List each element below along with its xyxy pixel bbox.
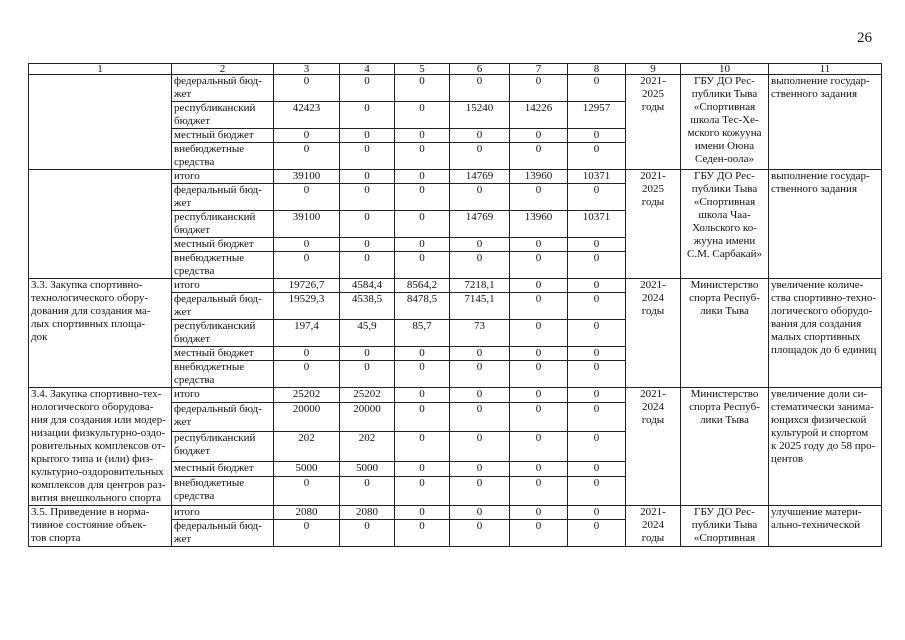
amount-cell: 0 [395, 102, 450, 129]
amount-cell: 0 [568, 184, 626, 211]
measure-name-cell [29, 170, 172, 279]
amount-cell: 0 [450, 388, 510, 403]
amount-cell: 73 [450, 320, 510, 347]
funding-source-cell: местный бюджет [172, 238, 274, 252]
amount-cell: 0 [450, 75, 510, 102]
amount-cell: 0 [274, 184, 340, 211]
table-body [29, 64, 882, 547]
period-cell: 2021- 2025 годы [626, 75, 681, 170]
amount-cell: 5000 [340, 461, 395, 476]
table-row [29, 170, 882, 184]
amount-cell: 0 [510, 461, 568, 476]
amount-cell: 0 [395, 506, 450, 520]
table-row [29, 75, 882, 102]
amount-cell: 0 [568, 388, 626, 403]
amount-cell: 0 [274, 129, 340, 143]
measure-name-cell: 3.4. Закупка спортивно-тех- нологического оборудова- ния для создания или модер- низации физкультурно-оздо- ровительных комплексов от- крытого типа и (или) физ- культурно-оздоровительных комплексов для центров раз- вития внешкольного спорта [29, 388, 172, 506]
table-row [29, 388, 882, 403]
amount-cell: 39100 [274, 170, 340, 184]
amount-cell: 0 [568, 279, 626, 293]
funding-source-cell: местный бюджет [172, 461, 274, 476]
amount-cell: 0 [340, 170, 395, 184]
funding-source-cell: внебюджетные средства [172, 252, 274, 279]
amount-cell: 202 [274, 432, 340, 461]
funding-source-cell: внебюджетные средства [172, 476, 274, 505]
amount-cell: 0 [340, 75, 395, 102]
expected-result-cell: улучшение матери- ально-технической [769, 506, 882, 547]
amount-cell: 0 [568, 361, 626, 388]
amount-cell: 0 [340, 238, 395, 252]
amount-cell: 0 [450, 403, 510, 432]
amount-cell: 0 [510, 506, 568, 520]
funding-source-cell: итого [172, 170, 274, 184]
column-number-row [29, 64, 882, 75]
amount-cell: 14769 [450, 170, 510, 184]
amount-cell: 10371 [568, 211, 626, 238]
amount-cell: 0 [395, 461, 450, 476]
amount-cell: 0 [568, 432, 626, 461]
amount-cell: 0 [450, 461, 510, 476]
amount-cell: 0 [510, 143, 568, 170]
column-number-cell: 6 [450, 64, 510, 75]
amount-cell: 8564,2 [395, 279, 450, 293]
amount-cell: 0 [274, 143, 340, 170]
amount-cell: 0 [568, 506, 626, 520]
funding-source-cell: внебюджетные средства [172, 361, 274, 388]
funding-source-cell: итого [172, 279, 274, 293]
funding-source-cell: местный бюджет [172, 347, 274, 361]
amount-cell: 0 [395, 476, 450, 505]
amount-cell: 8478,5 [395, 293, 450, 320]
amount-cell: 0 [510, 403, 568, 432]
amount-cell: 0 [568, 320, 626, 347]
amount-cell: 0 [568, 461, 626, 476]
column-number-cell: 10 [681, 64, 769, 75]
amount-cell: 0 [450, 238, 510, 252]
column-number-cell: 4 [340, 64, 395, 75]
funding-source-cell: внебюджетные средства [172, 143, 274, 170]
measure-name-cell: 3.3. Закупка спортивно- технологического обору- дования для создания ма- лых спортивных площа- док [29, 279, 172, 388]
budget-table [28, 63, 882, 547]
amount-cell: 12957 [568, 102, 626, 129]
amount-cell: 0 [510, 252, 568, 279]
amount-cell: 0 [274, 361, 340, 388]
amount-cell: 5000 [274, 461, 340, 476]
amount-cell: 0 [395, 129, 450, 143]
period-cell: 2021- 2024 годы [626, 506, 681, 547]
amount-cell: 0 [340, 361, 395, 388]
amount-cell: 0 [340, 476, 395, 505]
executor-cell: Министерство спорта Респуб- лики Тыва [681, 279, 769, 388]
funding-source-cell: федеральный бюд- жет [172, 520, 274, 547]
amount-cell: 0 [274, 476, 340, 505]
amount-cell: 20000 [340, 403, 395, 432]
column-number-cell: 5 [395, 64, 450, 75]
amount-cell: 0 [395, 520, 450, 547]
amount-cell: 0 [450, 432, 510, 461]
column-number-cell: 9 [626, 64, 681, 75]
amount-cell: 0 [510, 184, 568, 211]
amount-cell: 0 [274, 252, 340, 279]
funding-source-cell: республиканский бюджет [172, 320, 274, 347]
executor-cell: ГБУ ДО Рес- публики Тыва «Спортивная школа Чаа- Хольского ко- жууна имени С.М. Сарбакай» [681, 170, 769, 279]
executor-cell: ГБУ ДО Рес- публики Тыва «Спортивная школа Тес-Хе- мского кожууна имени Оюна Седен-оола» [681, 75, 769, 170]
amount-cell: 20000 [274, 403, 340, 432]
expected-result-cell: выполнение государ- ственного задания [769, 75, 882, 170]
funding-source-cell: итого [172, 506, 274, 520]
amount-cell: 0 [340, 252, 395, 279]
amount-cell: 0 [510, 320, 568, 347]
amount-cell: 202 [340, 432, 395, 461]
amount-cell: 7218,1 [450, 279, 510, 293]
amount-cell: 0 [450, 184, 510, 211]
amount-cell: 0 [510, 361, 568, 388]
amount-cell: 0 [395, 347, 450, 361]
amount-cell: 0 [274, 238, 340, 252]
amount-cell: 10371 [568, 170, 626, 184]
amount-cell: 42423 [274, 102, 340, 129]
funding-source-cell: федеральный бюд- жет [172, 75, 274, 102]
amount-cell: 13960 [510, 170, 568, 184]
amount-cell: 15240 [450, 102, 510, 129]
amount-cell: 0 [395, 403, 450, 432]
amount-cell: 0 [395, 170, 450, 184]
amount-cell: 0 [568, 252, 626, 279]
amount-cell: 2080 [274, 506, 340, 520]
table-row [29, 279, 882, 293]
amount-cell: 7145,1 [450, 293, 510, 320]
amount-cell: 0 [510, 293, 568, 320]
page-number: 26 [857, 30, 872, 46]
amount-cell: 0 [395, 143, 450, 170]
amount-cell: 85,7 [395, 320, 450, 347]
amount-cell: 0 [568, 238, 626, 252]
amount-cell: 19529,3 [274, 293, 340, 320]
amount-cell: 39100 [274, 211, 340, 238]
amount-cell: 0 [568, 293, 626, 320]
amount-cell: 0 [395, 238, 450, 252]
amount-cell: 25202 [274, 388, 340, 403]
amount-cell: 0 [568, 476, 626, 505]
amount-cell: 0 [450, 506, 510, 520]
amount-cell: 197,4 [274, 320, 340, 347]
amount-cell: 0 [450, 252, 510, 279]
amount-cell: 0 [340, 347, 395, 361]
amount-cell: 0 [568, 75, 626, 102]
amount-cell: 0 [450, 129, 510, 143]
amount-cell: 0 [395, 75, 450, 102]
column-number-cell: 8 [568, 64, 626, 75]
amount-cell: 0 [510, 279, 568, 293]
amount-cell: 0 [510, 520, 568, 547]
amount-cell: 0 [395, 211, 450, 238]
amount-cell: 14226 [510, 102, 568, 129]
expected-result-cell: увеличение количе- ства спортивно-техно- логического оборудо- вания для создания малых спортивных площадок до 6 единиц [769, 279, 882, 388]
amount-cell: 0 [340, 143, 395, 170]
period-cell: 2021- 2024 годы [626, 279, 681, 388]
funding-source-cell: республиканский бюджет [172, 211, 274, 238]
amount-cell: 4538,5 [340, 293, 395, 320]
column-number-cell: 3 [274, 64, 340, 75]
amount-cell: 0 [340, 102, 395, 129]
amount-cell: 0 [568, 143, 626, 170]
funding-source-cell: федеральный бюд- жет [172, 293, 274, 320]
amount-cell: 14769 [450, 211, 510, 238]
amount-cell: 0 [510, 129, 568, 143]
amount-cell: 19726,7 [274, 279, 340, 293]
column-number-cell: 1 [29, 64, 172, 75]
amount-cell: 0 [450, 520, 510, 547]
funding-source-cell: федеральный бюд- жет [172, 184, 274, 211]
column-number-cell: 11 [769, 64, 882, 75]
amount-cell: 0 [450, 347, 510, 361]
measure-name-cell [29, 75, 172, 170]
amount-cell: 0 [395, 432, 450, 461]
amount-cell: 45,9 [340, 320, 395, 347]
executor-cell: ГБУ ДО Рес- публики Тыва «Спортивная [681, 506, 769, 547]
measure-name-cell: 3.5. Приведение в норма- тивное состояние объек- тов спорта [29, 506, 172, 547]
amount-cell: 0 [340, 211, 395, 238]
amount-cell: 0 [340, 520, 395, 547]
amount-cell: 0 [510, 238, 568, 252]
period-cell: 2021- 2024 годы [626, 388, 681, 506]
amount-cell: 0 [395, 388, 450, 403]
amount-cell: 0 [568, 347, 626, 361]
amount-cell: 0 [510, 347, 568, 361]
executor-cell: Министерство спорта Респуб- лики Тыва [681, 388, 769, 506]
amount-cell: 25202 [340, 388, 395, 403]
funding-source-cell: итого [172, 388, 274, 403]
amount-cell: 0 [568, 403, 626, 432]
amount-cell: 0 [510, 476, 568, 505]
funding-source-cell: республиканский бюджет [172, 432, 274, 461]
period-cell: 2021- 2025 годы [626, 170, 681, 279]
expected-result-cell: выполнение государ- ственного задания [769, 170, 882, 279]
amount-cell: 0 [568, 520, 626, 547]
amount-cell: 0 [395, 361, 450, 388]
amount-cell: 0 [450, 143, 510, 170]
amount-cell: 0 [450, 476, 510, 505]
column-number-cell: 7 [510, 64, 568, 75]
amount-cell: 0 [568, 129, 626, 143]
amount-cell: 0 [395, 184, 450, 211]
funding-source-cell: местный бюджет [172, 129, 274, 143]
amount-cell: 0 [274, 75, 340, 102]
amount-cell: 0 [395, 252, 450, 279]
expected-result-cell: увеличение доли си- стематически занима- ющихся физической культурой и спортом к 2025 году до 58 про- центов [769, 388, 882, 506]
amount-cell: 0 [274, 520, 340, 547]
funding-source-cell: республиканский бюджет [172, 102, 274, 129]
amount-cell: 0 [274, 347, 340, 361]
amount-cell: 4584,4 [340, 279, 395, 293]
amount-cell: 0 [340, 129, 395, 143]
amount-cell: 0 [450, 361, 510, 388]
funding-source-cell: федеральный бюд- жет [172, 403, 274, 432]
amount-cell: 13960 [510, 211, 568, 238]
amount-cell: 0 [510, 75, 568, 102]
column-number-cell: 2 [172, 64, 274, 75]
amount-cell: 0 [510, 388, 568, 403]
amount-cell: 0 [510, 432, 568, 461]
table-row [29, 506, 882, 520]
amount-cell: 0 [340, 184, 395, 211]
amount-cell: 2080 [340, 506, 395, 520]
